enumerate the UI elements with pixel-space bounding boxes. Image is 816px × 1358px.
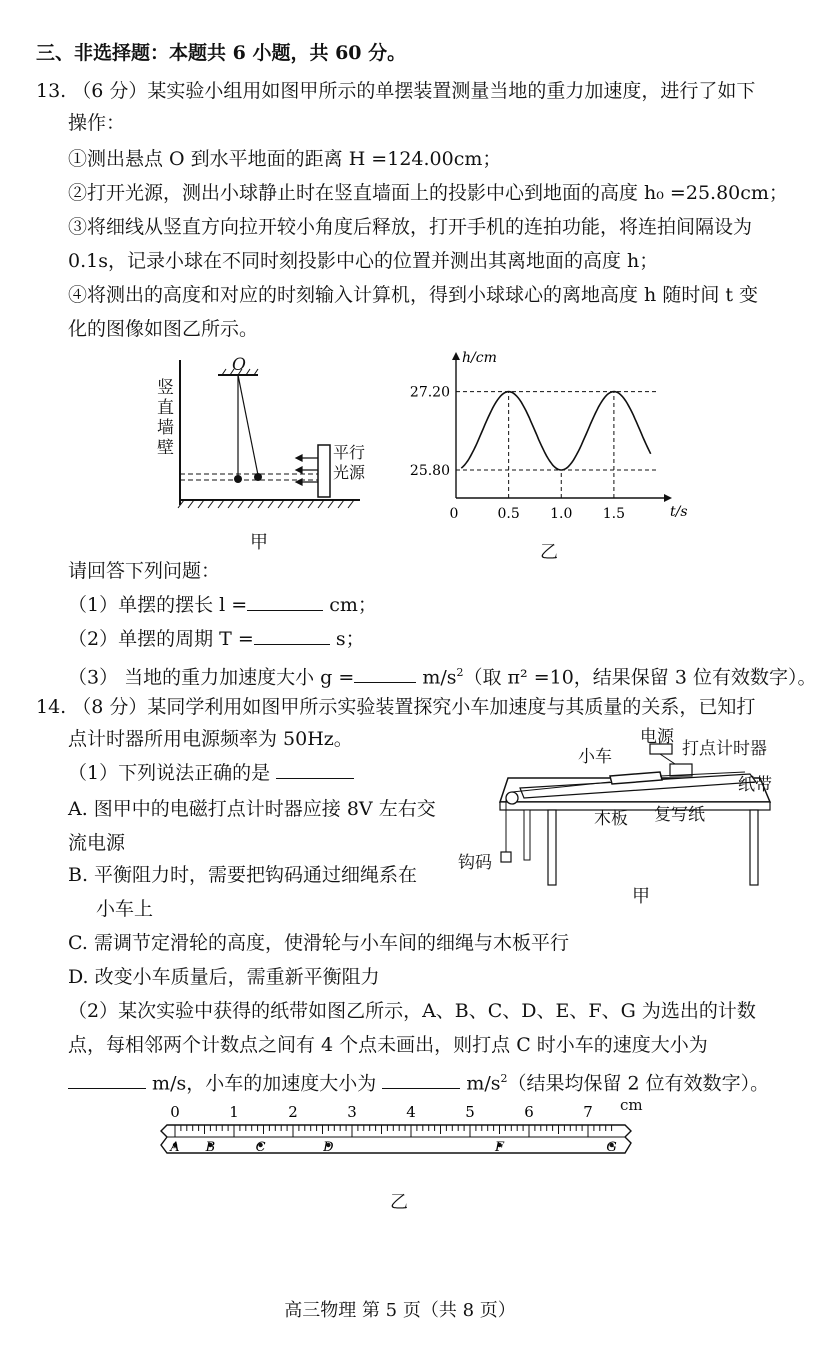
ruler-figure	[155, 1095, 645, 1175]
q14-part-2c: m/s，小车的加速度大小为 $m/s^2$（结果均保留 2 位有效数字）。	[68, 1066, 769, 1096]
light-label-1: 平行	[333, 443, 366, 462]
q13-step-4b: 化的图像如图乙所示。	[68, 318, 259, 340]
page-footer: 高三物理 第 5 页（共 8 页）	[284, 1300, 516, 1321]
q14-option-b-2: 小车上	[96, 898, 154, 920]
ans1-label: （1）单摆的摆长 l =	[68, 594, 248, 616]
x-tick-label: 1.0	[550, 506, 573, 522]
q14-intro-line-1	[36, 694, 755, 720]
section-heading: 三、非选择题：本题共 6 小题，共 60 分。	[36, 42, 407, 64]
q14-p1-label: （1）下列说法正确的是	[68, 762, 271, 784]
y-axis-arrow	[452, 352, 460, 360]
board-label: 木板	[594, 809, 628, 829]
q14-number: 14.	[36, 696, 67, 718]
q14-speed-unit: m/s，小车的加速度大小为	[152, 1072, 377, 1095]
ans1-unit: cm；	[329, 594, 377, 616]
q14-speed-blank[interactable]	[68, 1070, 146, 1089]
ans3-label: （3） 当地的重力加速度大小 g =	[68, 666, 355, 689]
tape-point-label: G	[606, 1140, 617, 1155]
q14-part-2b: 点，每相邻两个计数点之间有 4 个点未画出，则打点 C 时小车的速度大小为	[68, 1034, 708, 1056]
y-tick-label: 25.80	[409, 463, 450, 479]
q13-answer-1	[68, 592, 377, 618]
ruler-unit: cm	[620, 1096, 643, 1114]
q14-part-2a: （2）某次实验中获得的纸带如图乙所示，A、B、C、D、E、F、G 为选出的计数	[68, 1000, 756, 1022]
ans1-blank[interactable]	[247, 592, 323, 611]
q14-accel-blank[interactable]	[382, 1070, 460, 1089]
light-source-box	[318, 445, 330, 497]
timer-label: 打点计时器	[682, 739, 767, 759]
fig-jia-caption: 甲	[250, 532, 268, 553]
pulley	[506, 792, 518, 804]
q13-step-1: ①测出悬点 O 到水平地面的距离 H =124.00cm；	[68, 148, 502, 170]
fig-yi-caption: 乙	[540, 542, 558, 563]
q13-number: 13.	[36, 80, 67, 102]
cart-label: 小车	[578, 747, 612, 767]
q14-option-a-2: 流电源	[68, 832, 126, 854]
ruler-number: 1	[229, 1103, 239, 1121]
tape-point-label: B	[205, 1140, 216, 1155]
ans2-blank[interactable]	[254, 626, 330, 645]
weight-label: 钩码	[458, 853, 492, 873]
q13-answer-3: （3） 当地的重力加速度大小 $g = m/s^2$（取 π² =10，结果保留 3 位有效数字）。	[68, 666, 816, 689]
power-label: 电源	[640, 727, 674, 747]
y-axis-label: h/cm	[462, 350, 497, 366]
table-leg-2	[750, 810, 758, 885]
x-tick-label: 1.5	[602, 506, 626, 522]
tape-label: 纸带	[738, 775, 772, 795]
q13-step-2: ②打开光源，测出小球静止时在竖直墙面上的投影中心到地面的高度 h₀ =25.80cm；	[68, 182, 788, 204]
ruler-number: 7	[583, 1103, 593, 1121]
table-leg-3	[524, 810, 530, 860]
pendulum-figure	[150, 355, 380, 520]
q13-step-3b: 0.1s，记录小球在不同时刻投影中心的位置并测出其离地面的高度 h；	[68, 250, 659, 272]
ruler-outline	[161, 1125, 631, 1153]
q14-p1-blank[interactable]	[276, 760, 354, 779]
q13-step-3a: ③将细线从竖直方向拉开较小角度后释放，打开手机的连拍功能，将连拍间隔设为	[68, 216, 753, 238]
ruler-caption: 乙	[390, 1192, 408, 1213]
q13-intro-1: （6 分）某实验小组用如图甲所示的单摆装置测量当地的重力加速度，进行了如下	[72, 80, 756, 102]
ruler-number: 5	[465, 1103, 475, 1121]
hook-weight	[501, 852, 511, 862]
pivot-label: O	[232, 355, 246, 375]
table-edge	[500, 802, 770, 810]
q14-intro-1: （8 分）某同学利用如图甲所示实验装置探究小车加速度与其质量的关系，已知打	[72, 696, 756, 718]
q13-intro-line-1	[36, 78, 755, 104]
ans2-label: （2）单摆的周期 T =	[68, 628, 254, 650]
q14-option-d: D. 改变小车质量后，需重新平衡阻力	[68, 966, 380, 988]
light-arrows	[296, 455, 318, 485]
ans3-note: （取 π² =10，结果保留 3 位有效数字）。	[463, 666, 816, 689]
power-wire	[660, 754, 675, 764]
x-axis-label: t/s	[670, 504, 688, 520]
ruler-number: 3	[347, 1103, 357, 1121]
table-leg-1	[548, 810, 556, 885]
ruler-number: 4	[406, 1103, 416, 1121]
q13-step-4a: ④将测出的高度和对应的时刻输入计算机，得到小球球心的离地高度 h 随时间 t 变	[68, 284, 759, 306]
q13-answer-2	[68, 626, 365, 652]
series-h-curve	[461, 392, 650, 470]
pendulum-string-swung	[238, 375, 258, 475]
x-tick-label: 0	[449, 506, 459, 522]
q14-option-a-1: A. 图甲中的电磁打点计时器应接 8V 左右交	[68, 798, 436, 820]
pendulum-ball-rest	[234, 475, 242, 483]
q14-accel-unit: m/s	[466, 1072, 501, 1095]
ground-hatch	[178, 500, 354, 508]
ruler-number: 0	[170, 1103, 180, 1121]
x-tick-label: 0.5	[497, 506, 520, 522]
q13-answer-intro: 请回答下列问题：	[68, 560, 221, 582]
ruler-number: 6	[524, 1103, 534, 1121]
tape-point-label: D	[323, 1140, 334, 1155]
tape-point-label: A	[170, 1140, 180, 1155]
tape-point-label: C	[255, 1140, 266, 1155]
q14-p2-note: （结果均保留 2 位有效数字）。	[507, 1072, 770, 1095]
ruler-number: 2	[288, 1103, 298, 1121]
ans3-blank[interactable]	[354, 664, 416, 683]
y-tick-label: 27.20	[409, 384, 450, 401]
x-axis-arrow	[664, 494, 672, 502]
q14-option-c: C. 需调节定滑轮的高度，使滑轮与小车间的细绳与木板平行	[68, 932, 569, 954]
carbon-paper-label: 复写纸	[654, 805, 705, 825]
q14-option-b-1: B. 平衡阻力时，需要把钩码通过细绳系在	[68, 864, 418, 886]
wall-label: 竖直墙壁	[157, 378, 174, 458]
q14-part-1	[68, 760, 354, 786]
ans2-unit: s；	[335, 628, 365, 650]
light-label-2: 光源	[333, 463, 366, 482]
fig14-jia-caption: 甲	[632, 886, 650, 907]
ans3-unit: m/s	[422, 666, 457, 689]
height-time-chart	[398, 348, 688, 533]
q13-intro-2: 操作：	[68, 112, 126, 134]
q14-intro-2: 点计时器所用电源频率为 50Hz。	[68, 728, 353, 750]
tape-point-label: F	[494, 1140, 505, 1155]
